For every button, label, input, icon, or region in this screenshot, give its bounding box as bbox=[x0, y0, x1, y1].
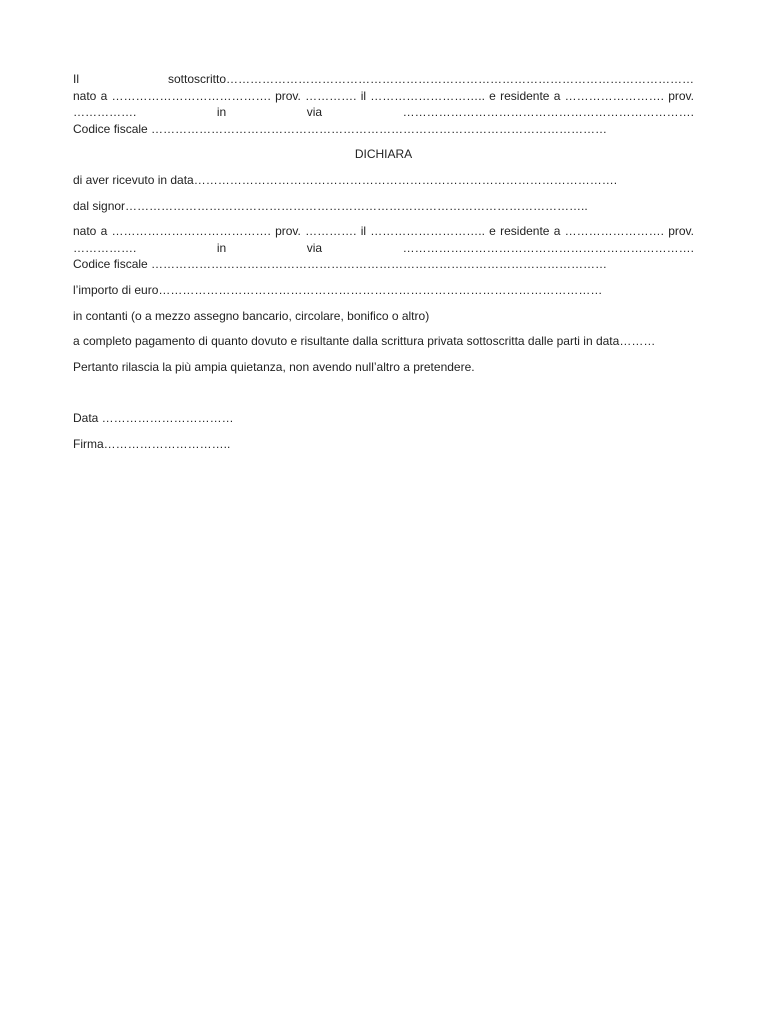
date-field: Data …………………………… bbox=[73, 411, 234, 426]
signer-name-line: Il sottoscritto……………………………………………………………………………………………………… bbox=[73, 72, 694, 86]
amount-line: l’importo di euro………………………………………………………………………………………………… bbox=[73, 282, 603, 297]
signer-details bbox=[73, 71, 694, 137]
signer-tax-code-line: Codice fiscale …………………………………………………………………………………………………… bbox=[73, 121, 608, 136]
received-date-line: di aver ricevuto in data……………………………………………………………………………………………. bbox=[73, 172, 618, 187]
signature-field: Firma………………………….. bbox=[73, 436, 231, 451]
signer-address-line: ……………. in via ………………………………………………………………. bbox=[73, 105, 694, 120]
payer-details bbox=[73, 223, 694, 273]
payer-address-line: ……………. in via ………………………………………………………………. bbox=[73, 240, 694, 255]
receipt-document bbox=[73, 71, 694, 453]
payer-tax-code-line: Codice fiscale …………………………………………………………………………………………………… bbox=[73, 257, 608, 272]
full-payment-line: a completo pagamento di quanto dovuto e risultante dalla scrittura privata sottoscritta dalle parti in data……… bbox=[73, 334, 656, 349]
payer-birth-line: nato a …………………………………. prov. …………. il ……………………….. e residente a ……………………. prov. bbox=[73, 224, 694, 239]
payer-name-line: dal signor…………………………………………………………………………………………………….. bbox=[73, 198, 588, 213]
receipt-statement-line: Pertanto rilascia la più ampia quietanza, non avendo null’altro a pretendere. bbox=[73, 359, 475, 374]
payment-method-line: in contanti (o a mezzo assegno bancario, circolare, bonifico o altro) bbox=[73, 308, 430, 323]
signer-birth-line: nato a …………………………………. prov. …………. il ……………………….. e residente a ……………………. prov. bbox=[73, 88, 694, 103]
declaration-heading: DICHIARA bbox=[354, 147, 413, 162]
